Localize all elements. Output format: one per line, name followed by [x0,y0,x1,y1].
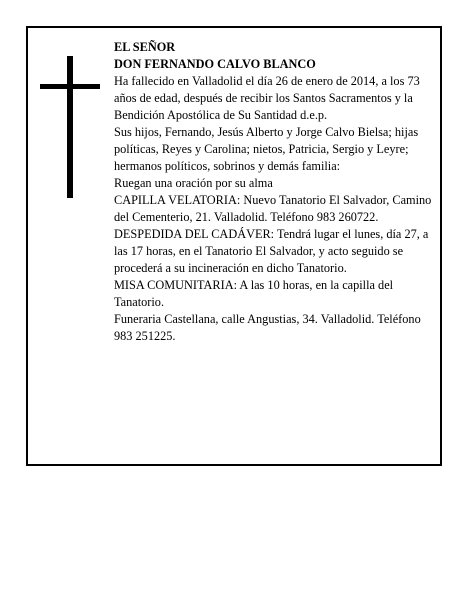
notice-text [114,39,434,345]
farewell-info: DESPEDIDA DEL CADÁVER: Tendrá lugar el lunes, día 27, a las 17 horas, en el Tanatorio El Salvador, y acto seguido se procederá a su incineración en dicho Tanatorio. [114,227,429,275]
deceased-name: DON FERNANDO CALVO BLANCO [114,57,316,71]
family-list: Sus hijos, Fernando, Jesús Alberto y Jorge Calvo Bielsa; hijas políticas, Reyes y Carolina; nietos, Patricia, Sergio y Leyre; hermanos políticos, sobrinos y demás familia: [114,125,419,173]
obituary-notice [26,26,442,466]
notice-title: EL SEÑOR [114,40,176,54]
death-announcement: Ha fallecido en Valladolid el día 26 de enero de 2014, a los 73 años de edad, después de recibir los Santos Sacramentos y la Bendición Apostólica de Su Santidad d.e.p. [114,74,420,122]
wake-chapel-info: CAPILLA VELATORIA: Nuevo Tanatorio El Salvador, Camino del Cementerio, 21. Valladolid. Teléfono 983 260722. [114,193,432,224]
cross-icon [40,56,100,198]
cross-horizontal-bar [40,84,100,89]
mass-info: MISA COMUNITARIA: A las 10 horas, en la capilla del Tanatorio. [114,278,394,309]
funeral-home-info: Funeraria Castellana, calle Angustias, 34. Valladolid. Teléfono 983 251225. [114,312,421,343]
cross-vertical-bar [67,56,73,198]
prayer-request: Ruegan una oración por su alma [114,176,273,190]
